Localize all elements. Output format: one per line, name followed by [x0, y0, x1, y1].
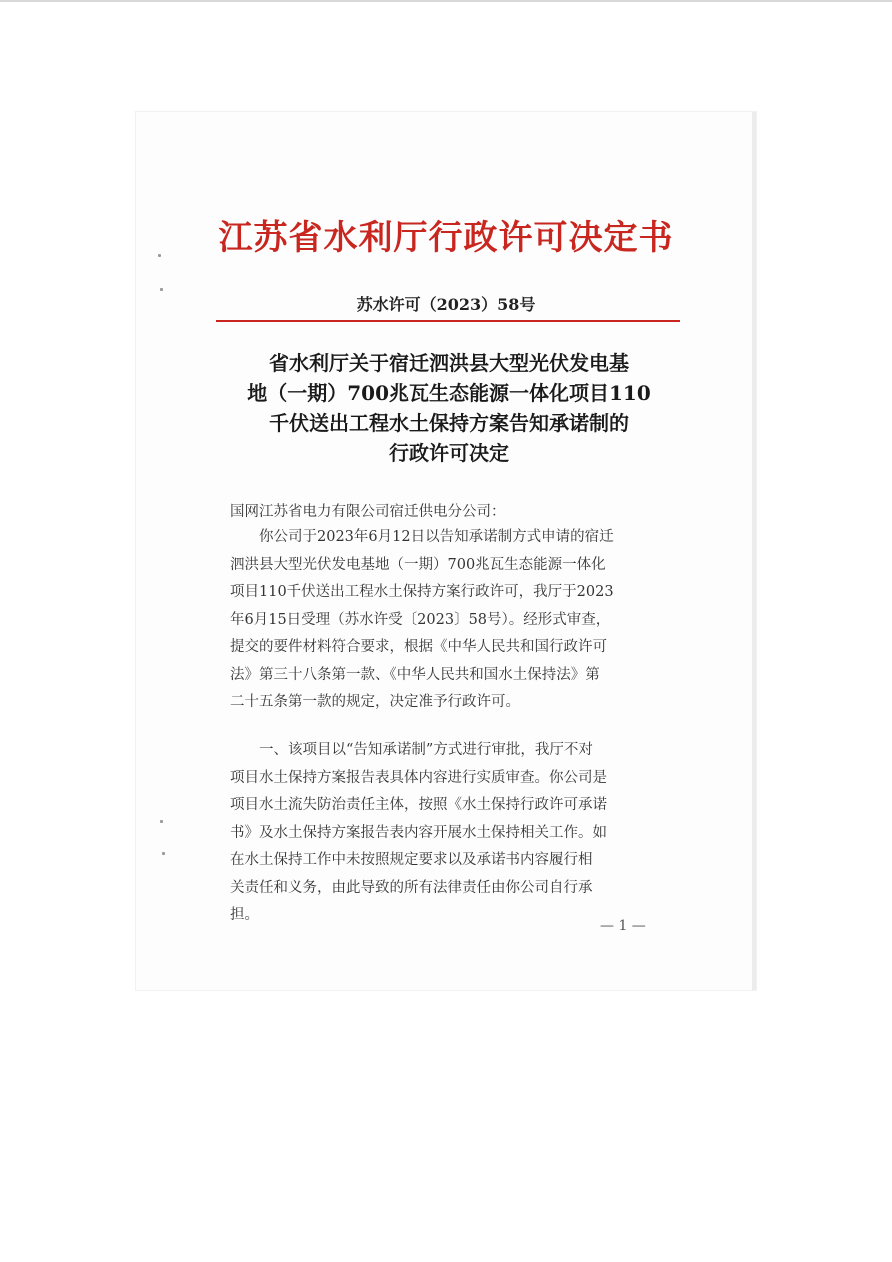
scan-speck — [162, 852, 165, 855]
paragraph-1 — [230, 524, 666, 717]
text-line: 项目110千伏送出工程水土保持方案行政许可，我厅于2023 — [230, 584, 614, 600]
subject-line: 行政许可决定 — [389, 441, 509, 465]
text-line: 提交的要件材料符合要求，根据《中华人民共和国行政许可 — [230, 639, 607, 655]
addressee: 国网江苏省电力有限公司宿迁供电分公司： — [230, 504, 506, 520]
text-line: 你公司于2023年6月12日以告知承诺制方式申请的宿迁 — [230, 529, 614, 545]
subject-line: 省水利厅关于宿迁泗洪县大型光伏发电基 — [269, 351, 629, 375]
red-divider-line — [216, 320, 680, 322]
scan-top-edge — [0, 0, 892, 2]
text-line: 法》第三十八条第一款、《中华人民共和国水土保持法》第 — [230, 666, 600, 683]
subject-line: 地（一期）700兆瓦生态能源一体化项目110 — [247, 381, 651, 405]
text-line: 泗洪县大型光伏发电基地（一期）700兆瓦生态能源一体化 — [230, 556, 606, 573]
text-line: 二十五条第一款的规定，决定准予行政许可。 — [230, 694, 520, 710]
page-number: — 1 — — [600, 918, 646, 934]
text-line: 书》及水土保持方案报告表内容开展水土保持相关工作。如 — [230, 824, 607, 841]
scan-speck — [160, 288, 163, 291]
scan-speck — [160, 820, 163, 823]
document-number: 苏水许可（2023）58号 — [356, 295, 536, 314]
text-line: 一、该项目以“告知承诺制”方式进行审批，我厅不对 — [230, 742, 593, 758]
document-title: 江苏省水利厅行政许可决定书 — [218, 218, 674, 258]
subject-line: 千伏送出工程水土保持方案告知承诺制的 — [269, 411, 629, 435]
text-line: 在水土保持工作中未按照规定要求以及承诺书内容履行相 — [230, 852, 593, 868]
document-subject — [226, 348, 672, 468]
text-line: 项目水土流失防治责任主体，按照《水土保持行政许可承诺 — [230, 797, 607, 813]
text-line: 关责任和义务，由此导致的所有法律责任由你公司自行承 — [230, 879, 593, 896]
text-line: 担。 — [230, 907, 259, 923]
paragraph-2 — [230, 737, 666, 930]
text-line: 项目水土保持方案报告表具体内容进行实质审查。你公司是 — [230, 769, 607, 786]
text-line: 年6月15日受理（苏水许受〔2023〕58号）。经形式审查， — [230, 611, 611, 628]
